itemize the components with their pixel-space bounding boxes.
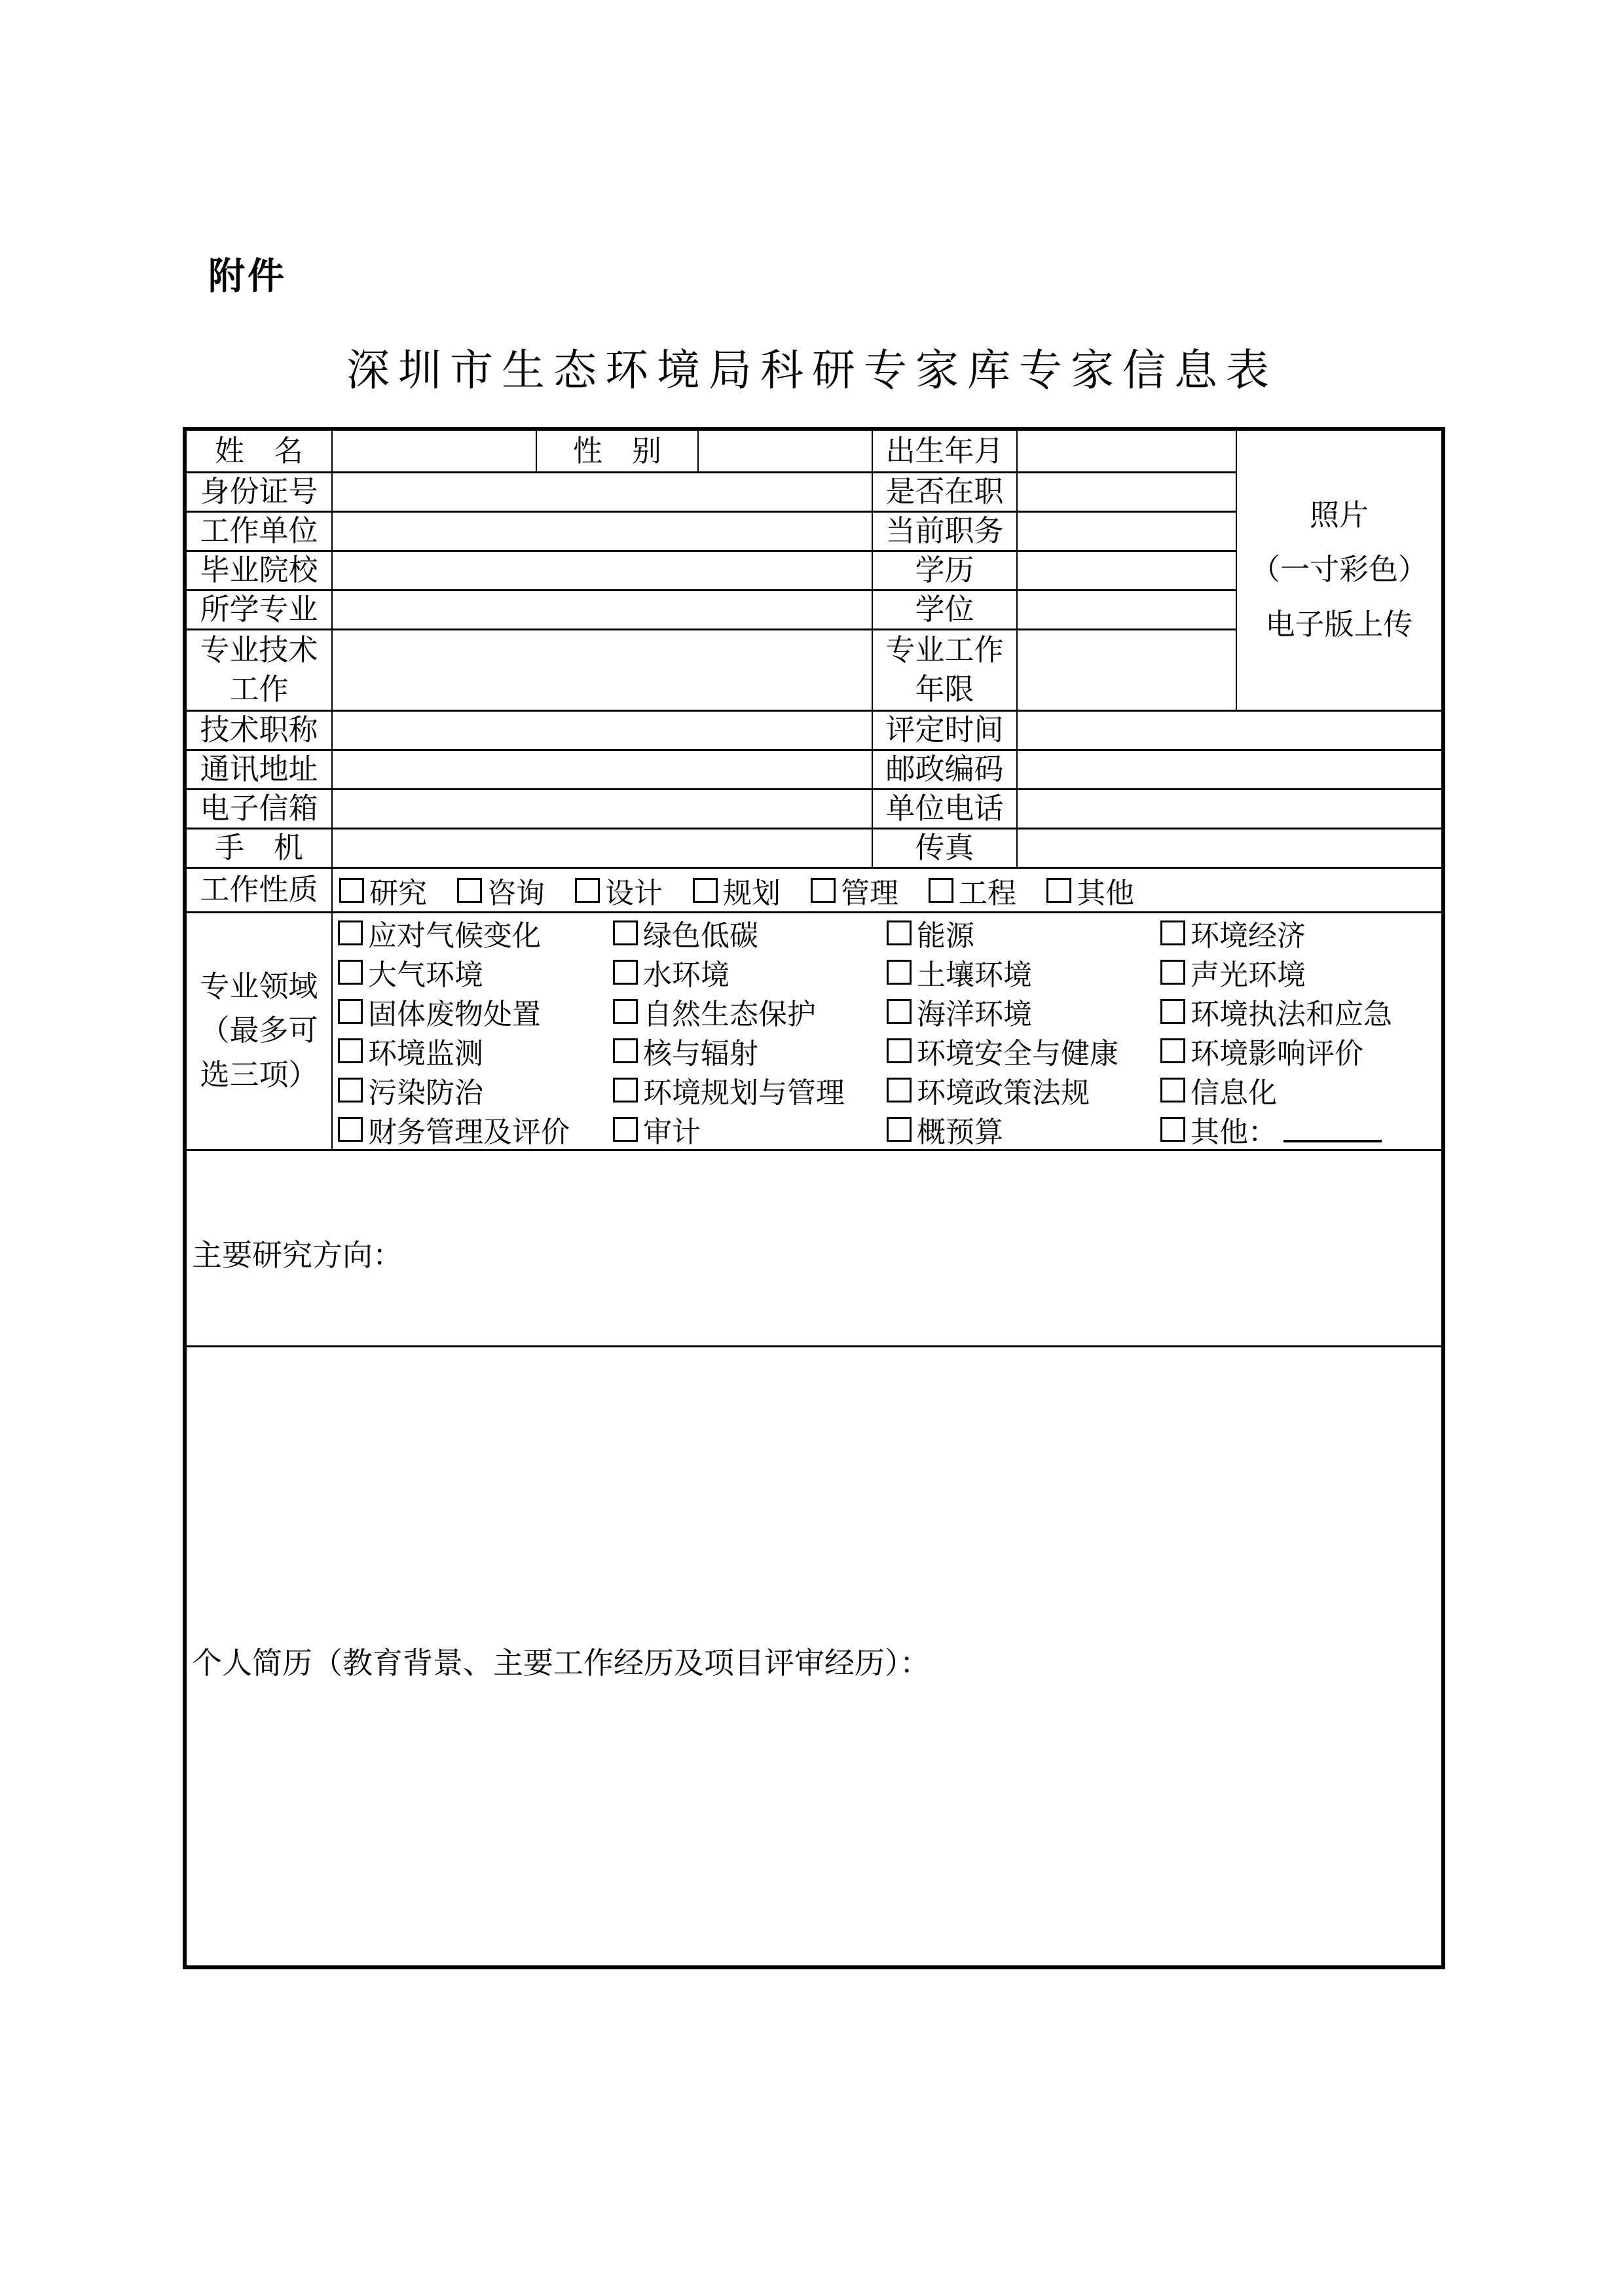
fax-input-cell[interactable] (1017, 829, 1443, 868)
expertise-option-marine-environment[interactable] (887, 991, 1160, 1032)
expertise-option-water-environment[interactable] (613, 951, 887, 993)
attachment-label: 附件 (208, 255, 287, 297)
work-years-label (872, 629, 1017, 711)
option-label: 污染防治 (368, 1077, 483, 1109)
other-fill-line[interactable] (1283, 1116, 1382, 1142)
checkbox-icon (339, 878, 364, 903)
option-label: 研究 (369, 877, 427, 909)
unit-phone-input-cell[interactable] (1017, 790, 1443, 829)
work-nature-options (333, 869, 1441, 911)
education-label: 学历 (872, 551, 1017, 590)
checkbox-icon (338, 999, 363, 1024)
option-label: 应对气候变化 (368, 920, 541, 952)
work-nature-option-management[interactable] (811, 869, 898, 911)
expertise-label-line2: （最多可 (200, 1014, 318, 1048)
expertise-label-line1: 专业领域 (200, 970, 318, 1003)
work-nature-option-engineering[interactable] (929, 869, 1016, 911)
option-label: 管理 (841, 877, 898, 909)
professional-work-input-cell[interactable] (332, 629, 872, 711)
expertise-options-grid (333, 913, 1441, 1149)
work-nature-label: 工作性质 (185, 868, 332, 913)
expertise-label-line3: 选三项） (200, 1058, 318, 1091)
work-unit-label: 工作单位 (185, 511, 332, 551)
gender-label: 性 别 (536, 429, 698, 472)
checkbox-icon (613, 999, 638, 1024)
email-input-cell[interactable] (332, 790, 872, 829)
checkbox-icon (613, 1117, 638, 1142)
id-number-label: 身份证号 (185, 472, 332, 511)
expertise-option-green-low-carbon[interactable] (613, 912, 887, 954)
expertise-label (185, 913, 332, 1150)
checkbox-icon (338, 1038, 363, 1063)
work-nature-option-planning[interactable] (693, 869, 781, 911)
expertise-option-energy[interactable] (887, 912, 1160, 954)
resume-cell[interactable] (185, 1347, 1443, 1967)
work-years-input-cell[interactable] (1017, 629, 1236, 711)
expertise-option-noise-light-environment[interactable] (1160, 951, 1441, 993)
expertise-option-atmospheric-environment[interactable] (338, 951, 613, 993)
employment-status-label: 是否在职 (872, 472, 1017, 511)
option-label: 环境规划与管理 (643, 1077, 845, 1109)
photo-note-line1: 照片 (1309, 499, 1369, 532)
expert-info-form-table (183, 427, 1445, 1969)
work-nature-option-design[interactable] (575, 869, 663, 911)
option-label: 环境监测 (368, 1038, 483, 1070)
expertise-option-natural-ecology[interactable] (613, 991, 887, 1032)
option-label: 规划 (723, 877, 781, 909)
major-label: 所学专业 (185, 590, 332, 629)
expertise-option-financial-management[interactable] (338, 1108, 613, 1150)
expertise-option-nuclear-radiation[interactable] (613, 1030, 887, 1072)
degree-label: 学位 (872, 590, 1017, 629)
option-label: 环境影响评价 (1190, 1038, 1363, 1070)
education-input-cell[interactable] (1017, 551, 1236, 590)
option-label: 环境经济 (1190, 920, 1306, 952)
checkbox-icon (338, 1078, 363, 1102)
checkbox-icon (1160, 1038, 1185, 1063)
checkbox-icon (1160, 1117, 1185, 1142)
option-label: 能源 (917, 920, 974, 952)
option-label: 自然生态保护 (643, 998, 816, 1030)
option-label: 土壤环境 (917, 959, 1032, 991)
professional-work-label (185, 629, 332, 711)
expertise-option-safety-health[interactable] (887, 1030, 1160, 1072)
option-label: 环境执法和应急 (1190, 998, 1392, 1030)
degree-input-cell[interactable] (1017, 590, 1236, 629)
postal-code-label: 邮政编码 (872, 750, 1017, 790)
unit-phone-label: 单位电话 (872, 790, 1017, 829)
checkbox-icon (929, 878, 953, 903)
expertise-options-cell (332, 913, 1443, 1150)
name-input-cell[interactable] (332, 429, 536, 472)
option-label: 环境政策法规 (917, 1077, 1090, 1109)
option-label: 审计 (643, 1116, 701, 1148)
checkbox-icon (887, 920, 912, 945)
expertise-option-climate-change[interactable] (338, 912, 613, 954)
expertise-option-impact-assessment[interactable] (1160, 1030, 1441, 1072)
expertise-option-other[interactable] (1160, 1108, 1441, 1150)
work-years-label-line2: 年限 (915, 673, 974, 706)
option-label: 声光环境 (1190, 959, 1306, 991)
photo-note-line2: （一寸彩色） (1250, 553, 1428, 587)
mailing-address-input-cell[interactable] (332, 750, 872, 790)
birth-date-label: 出生年月 (872, 429, 1017, 472)
checkbox-icon (887, 1038, 912, 1063)
expertise-option-environmental-economy[interactable] (1160, 912, 1441, 954)
expertise-option-informatization[interactable] (1160, 1069, 1441, 1111)
current-position-input-cell[interactable] (1017, 511, 1236, 551)
expertise-option-soil-environment[interactable] (887, 951, 1160, 993)
name-label: 姓 名 (185, 429, 332, 472)
current-position-label: 当前职务 (872, 511, 1017, 551)
option-label: 工程 (959, 877, 1016, 909)
checkbox-icon (1160, 960, 1185, 985)
checkbox-icon (1160, 1078, 1185, 1102)
research-direction-cell[interactable] (185, 1150, 1443, 1347)
photo-upload-cell[interactable] (1236, 429, 1443, 711)
technical-title-label: 技术职称 (185, 711, 332, 750)
checkbox-icon (457, 878, 482, 903)
work-nature-option-research[interactable] (339, 869, 427, 911)
expertise-option-budget-estimate[interactable] (887, 1108, 1160, 1150)
checkbox-icon (613, 960, 638, 985)
work-unit-input-cell[interactable] (332, 511, 872, 551)
work-nature-options-cell (332, 868, 1443, 913)
expertise-option-audit[interactable] (613, 1108, 887, 1150)
option-label: 海洋环境 (917, 998, 1032, 1030)
checkbox-icon (575, 878, 600, 903)
expertise-option-solid-waste[interactable] (338, 991, 613, 1032)
option-label: 环境安全与健康 (917, 1038, 1118, 1070)
checkbox-icon (613, 1038, 638, 1063)
option-label: 绿色低碳 (643, 920, 758, 952)
gender-input-cell[interactable] (698, 429, 872, 472)
graduate-school-input-cell[interactable] (332, 551, 872, 590)
option-label: 其他 (1077, 877, 1134, 909)
checkbox-icon (887, 960, 912, 985)
checkbox-icon (1160, 999, 1185, 1024)
major-input-cell[interactable] (332, 590, 872, 629)
checkbox-icon (1160, 920, 1185, 945)
checkbox-icon (693, 878, 718, 903)
checkbox-icon (338, 1117, 363, 1142)
checkbox-icon (1046, 878, 1071, 903)
graduate-school-label: 毕业院校 (185, 551, 332, 590)
mobile-label: 手 机 (185, 829, 332, 868)
professional-work-label-line1: 专业技术 (200, 633, 318, 666)
employment-status-input-cell[interactable] (1017, 472, 1236, 511)
checkbox-icon (811, 878, 836, 903)
expertise-option-pollution-control[interactable] (338, 1069, 613, 1111)
checkbox-icon (887, 1078, 912, 1102)
checkbox-icon (613, 920, 638, 945)
checkbox-icon (887, 999, 912, 1024)
professional-work-label-line2: 工作 (229, 673, 289, 706)
email-label: 电子信箱 (185, 790, 332, 829)
mobile-input-cell[interactable] (332, 829, 872, 868)
checkbox-icon (887, 1117, 912, 1142)
option-label: 大气环境 (368, 959, 483, 991)
page-title: 深圳市生态环境局科研专家库专家信息表 (346, 347, 1278, 395)
work-nature-option-consulting[interactable] (457, 869, 545, 911)
checkbox-icon (338, 960, 363, 985)
expertise-option-environmental-monitoring[interactable] (338, 1030, 613, 1072)
option-label: 设计 (605, 877, 663, 909)
work-years-label-line1: 专业工作 (885, 633, 1004, 666)
option-label: 水环境 (643, 959, 729, 991)
birth-date-input-cell[interactable] (1017, 429, 1236, 472)
fax-label: 传真 (872, 829, 1017, 868)
mailing-address-label: 通讯地址 (185, 750, 332, 790)
expertise-option-policy-regulation[interactable] (887, 1069, 1160, 1111)
postal-code-input-cell[interactable] (1017, 750, 1443, 790)
option-label: 核与辐射 (643, 1038, 758, 1070)
option-label: 其他： (1190, 1116, 1277, 1148)
option-label: 固体废物处置 (368, 998, 541, 1030)
option-label: 概预算 (917, 1116, 1003, 1148)
checkbox-icon (613, 1078, 638, 1102)
assessment-time-input-cell[interactable] (1017, 711, 1443, 750)
expertise-option-planning-management[interactable] (613, 1069, 887, 1111)
id-number-input-cell[interactable] (332, 472, 872, 511)
resume-label: 个人简历（教育背景、主要工作经历及项目评审经历）： (192, 1646, 930, 1680)
assessment-time-label: 评定时间 (872, 711, 1017, 750)
option-label: 咨询 (487, 877, 545, 909)
work-nature-option-other[interactable] (1046, 869, 1134, 911)
photo-note-line3: 电子版上传 (1265, 608, 1413, 641)
checkbox-icon (338, 920, 363, 945)
expertise-option-enforcement-emergency[interactable] (1160, 991, 1441, 1032)
option-label: 财务管理及评价 (368, 1116, 570, 1148)
technical-title-input-cell[interactable] (332, 711, 872, 750)
research-direction-label: 主要研究方向： (192, 1238, 403, 1272)
option-label: 信息化 (1190, 1077, 1277, 1109)
